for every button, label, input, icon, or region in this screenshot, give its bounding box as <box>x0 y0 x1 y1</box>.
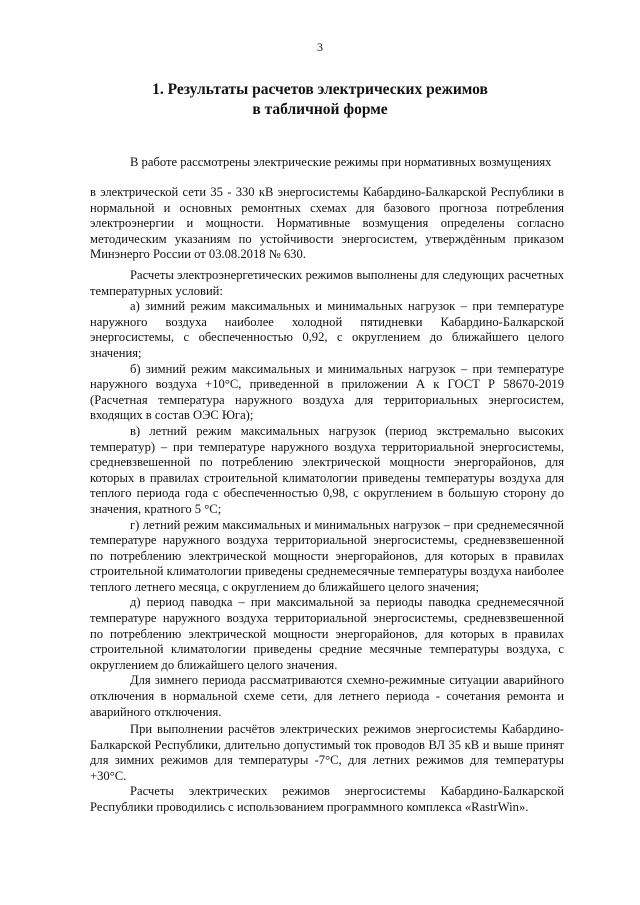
conditions-section <box>90 268 564 720</box>
final-section <box>90 722 564 816</box>
conditions-lead: Расчеты электроэнергетических режимов выполнены для следующих расчетных температурных условий: <box>90 268 564 298</box>
section-heading-line-2: в табличной форме <box>252 101 388 118</box>
condition-item-b: б) зимний режим максимальных и минимальных нагрузок – при температуре наружного воздуха +10°C, приведенной в приложении А к ГОСТ Р 58670-2019 (Расчетная температура наружного воздуха для территориальных энергосистем, входящих в состав ОЭС Юга); <box>90 361 564 423</box>
intro-continuation: в электрической сети 35 - 330 кВ энергосистемы Кабардино-Балкарской Республики в нормальной и основных ремонтных схемах для базового прогноза потребления электроэнергии и мощности. Нормативные возмущения определены согласно методическим указаниям по устойчивости энергосистем, утверждённым приказом Минэнерго России от 03.08.2018 № 630. <box>90 185 564 262</box>
final-paragraph-2: Расчеты электрических режимов энергосистемы Кабардино-Балкарской Республики проводились с использованием программного комплекса «RastrWin». <box>90 784 564 814</box>
final-paragraph-1: При выполнении расчётов электрических режимов энергосистемы Кабардино-Балкарской Республики, длительно допустимый ток проводов ВЛ 35 кВ и выше принят для зимних режимов для температуры -7°C, для летних режимов для температуры +30°C. <box>90 722 564 783</box>
conditions-closing: Для зимнего периода рассматриваются схемно-режимные ситуации аварийного отключения в нормальной схеме сети, для летнего периода - сочетания ремонта и аварийного отключения. <box>90 673 564 719</box>
condition-item-g: г) летний режим максимальных и минимальных нагрузок – при среднемесячной температуре наружного воздуха территориальной энергосистемы, средневзвешенной по потреблению электрической мощности энергорайонов, для которых в правилах строительной климатологии приведены среднемесячные температуры воздуха наиболее теплого летнего месяца, с округлением до ближайшего целого значения; <box>90 517 564 594</box>
page-number: 3 <box>317 40 323 54</box>
intro-paragraph <box>90 185 564 263</box>
condition-item-v: в) летний режим максимальных нагрузок (период экстремально высоких температур) – при температуре наружного воздуха территориальной энергосистемы, средневзвешенной по потреблению электрической мощности энергорайонов, для которых в правилах строительной климатологии приведены температуры воздуха для теплого периода года с обеспеченностью 0,98, с округлением в большую сторону до значения, кратного 5 °C; <box>90 423 564 516</box>
condition-item-d: д) период паводка – при максимальной за периоды паводка среднемесячной температуре наружного воздуха территориальной энергосистемы, средневзвешенной по потреблению электрической мощности энергорайонов, для которых в правилах строительной климатологии приведены средние месячные температуры воздуха, с округлением до ближайшего целого значения. <box>90 595 564 672</box>
section-heading-line-1: 1. Результаты расчетов электрических режимов <box>152 81 488 98</box>
intro-first-line: В работе рассмотрены электрические режимы при нормативных возмущениях <box>130 155 552 169</box>
condition-item-a: а) зимний режим максимальных и минимальных нагрузок – при температуре наружного воздуха наиболее холодной пятидневки Кабардино-Балкарской энергосистемы, с обеспеченностью 0,92, с округлением до ближайшего целого значения; <box>90 299 564 360</box>
